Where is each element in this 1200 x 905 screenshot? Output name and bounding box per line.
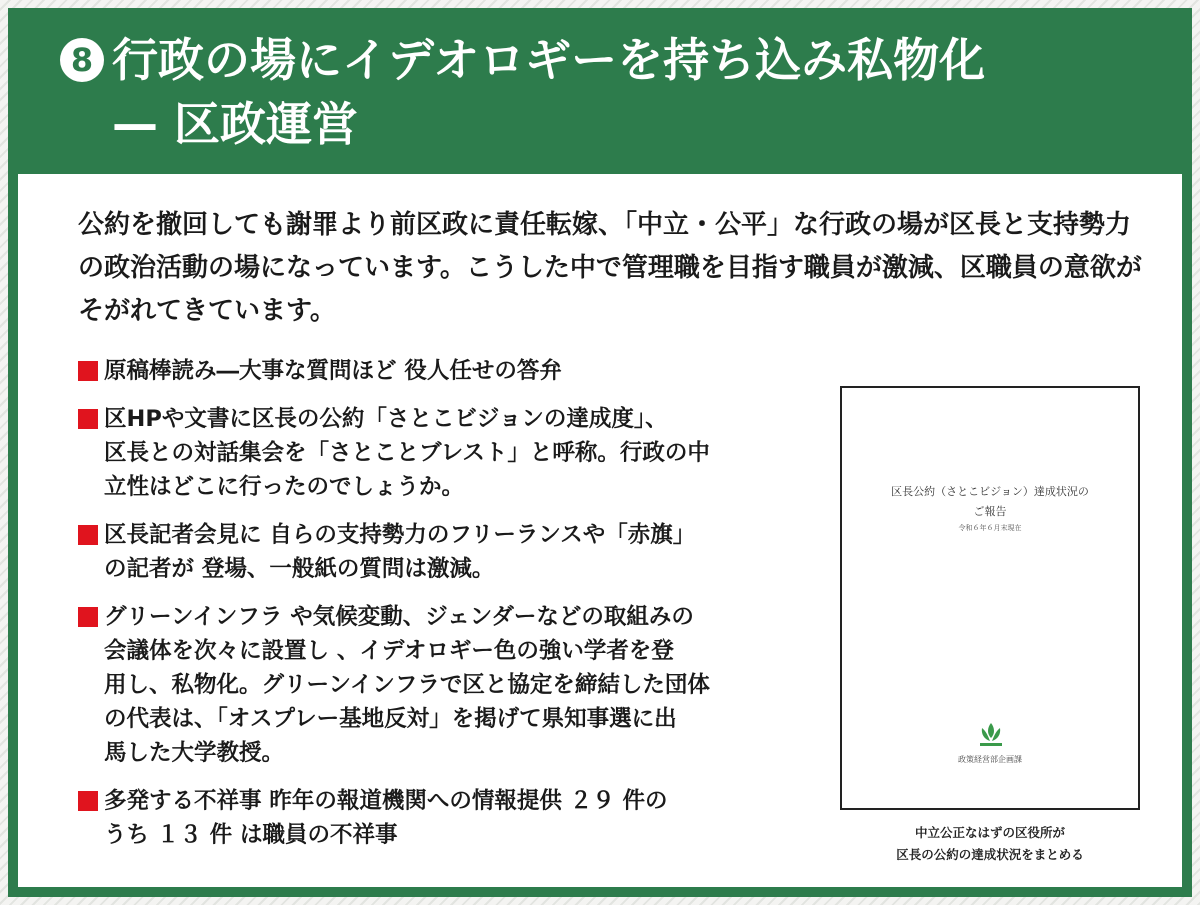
document-title: 区長公約（さとこビジョン）達成状況の bbox=[891, 485, 1089, 498]
list-item bbox=[78, 600, 798, 770]
bullet-text: 区HPや文書に区長の公約「さとこビジョンの達成度」、 区長との対話集会を「さとことブレスト」と呼称。行政の中 立性はどこに行ったのでしょうか。 bbox=[104, 406, 710, 500]
list-item bbox=[78, 518, 798, 586]
title-line-2: — 区政運営 bbox=[112, 97, 359, 151]
bullet-text: 区長記者会見に 自らの支持勢力のフリーランスや「赤旗」 の記者が 登場、一般紙の質問は激減。 bbox=[104, 522, 696, 582]
ward-emblem-icon bbox=[976, 720, 1006, 750]
list-item bbox=[78, 402, 798, 504]
page-title bbox=[60, 32, 985, 88]
title-line-1: 行政の場にイデオロギーを持ち込み私物化 bbox=[112, 33, 986, 87]
bullet-text: 原稿棒読み―大事な質問ほど 役人任せの答弁 bbox=[104, 358, 562, 384]
document-cover-image bbox=[840, 386, 1140, 810]
red-square-bullet-icon bbox=[78, 409, 98, 429]
intro-paragraph: 公約を撤回しても謝罪より前区政に責任転嫁、「中立・公平」な行政の場が区長と支持勢力の政治活動の場になっています。こうした中で管理職を目指す職員が激減、区職員の意欲がそがれてきています。 bbox=[78, 210, 1142, 326]
red-square-bullet-icon bbox=[78, 607, 98, 627]
list-item bbox=[78, 354, 798, 388]
red-square-bullet-icon bbox=[78, 361, 98, 381]
caption-line-2: 区長の公約の達成状況をまとめる bbox=[896, 847, 1084, 862]
document-subtitle: ご報告 bbox=[973, 505, 1007, 518]
red-square-bullet-icon bbox=[78, 791, 98, 811]
bullet-text: グリーンインフラ や気候変動、ジェンダーなどの取組みの 会議体を次々に設置し 、イデオロギー色の強い学者を登 用し、私物化。グリーンインフラで区と協定を締結した団体 の代表は、「オスプレー基地反対」を掲げて県知事選に出 馬した大学教授。 bbox=[104, 604, 710, 766]
caption-line-1: 中立公正なはずの区役所が bbox=[914, 825, 1065, 840]
image-caption bbox=[840, 822, 1140, 866]
list-item bbox=[78, 784, 798, 852]
bullet-list bbox=[78, 354, 798, 866]
slide-card bbox=[8, 8, 1192, 897]
content-panel bbox=[18, 174, 1182, 887]
document-department: 政策経営部企画課 bbox=[958, 755, 1022, 764]
header bbox=[8, 8, 1192, 166]
document-date: 令和６年６月末現在 bbox=[958, 524, 1022, 532]
red-square-bullet-icon bbox=[78, 525, 98, 545]
number-badge: 8 bbox=[60, 38, 104, 82]
bullet-text: 多発する不祥事 昨年の報道機関への情報提供 ２９ 件の うち １３ 件 は職員の不祥事 bbox=[104, 788, 668, 848]
